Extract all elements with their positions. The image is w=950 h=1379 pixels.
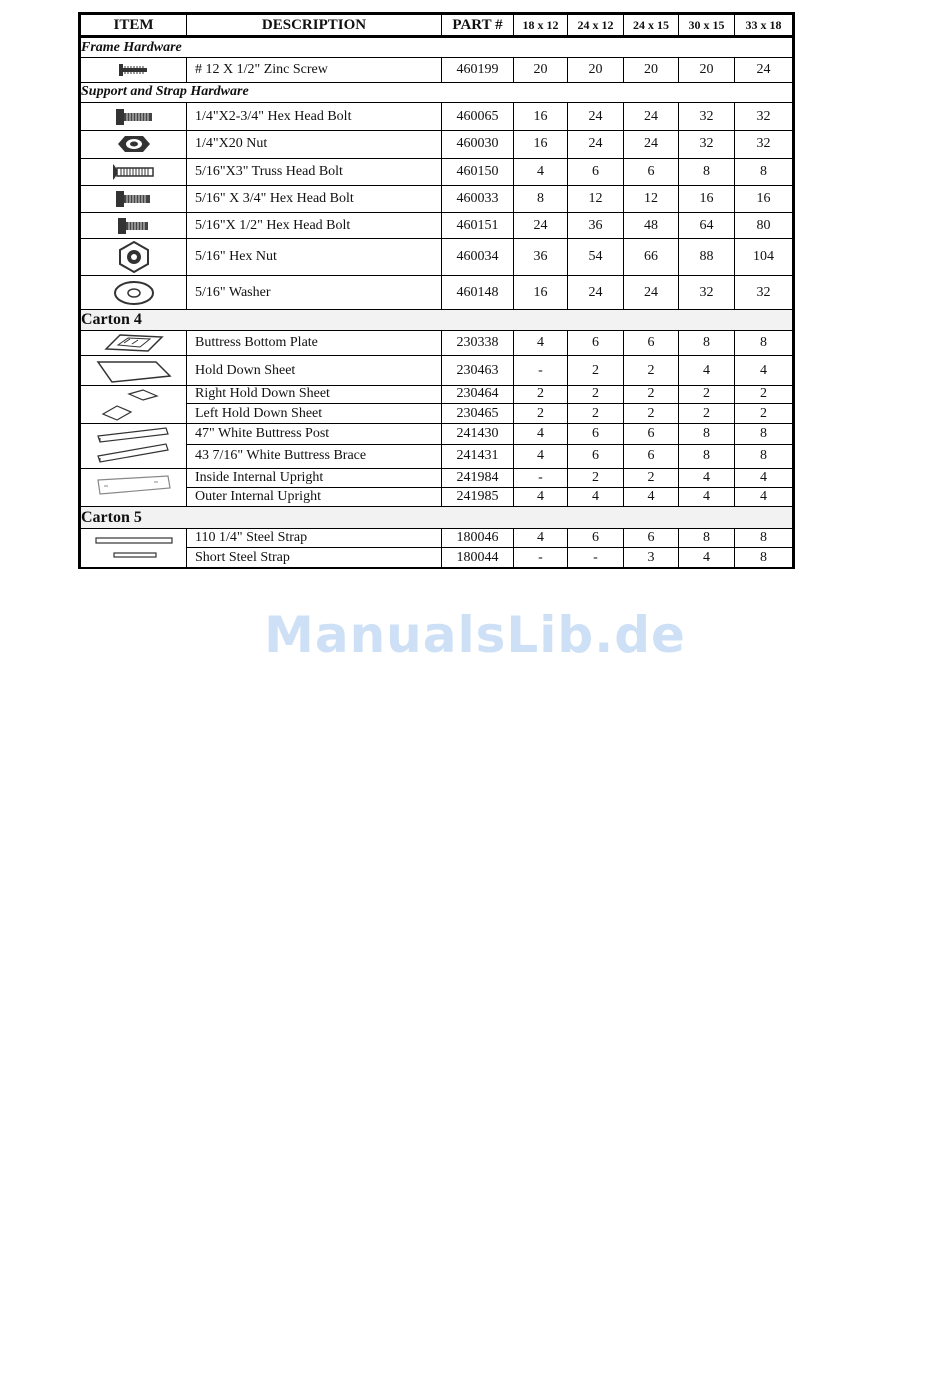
part-description: 5/16" X 3/4" Hex Head Bolt: [187, 186, 442, 213]
quantity-cell: -: [514, 356, 568, 385]
quantity-cell: 2: [568, 468, 624, 487]
part-description: 5/16"X 1/2" Hex Head Bolt: [187, 213, 442, 238]
part-number: 241985: [442, 488, 514, 507]
quantity-cell: 8: [735, 528, 794, 547]
quantity-cell: 16: [514, 276, 568, 309]
table-row: [80, 58, 794, 82]
quantity-cell: 104: [735, 238, 794, 276]
quantity-cell: 64: [679, 213, 735, 238]
quantity-cell: 6: [568, 444, 624, 468]
part-description: Short Steel Strap: [187, 548, 442, 568]
quantity-cell: 4: [568, 488, 624, 507]
quantity-cell: 3: [624, 548, 679, 568]
quantity-cell: 2: [679, 404, 735, 424]
quantity-cell: 6: [568, 528, 624, 547]
quantity-cell: 8: [514, 186, 568, 213]
quantity-cell: 24: [624, 131, 679, 158]
quantity-cell: 80: [735, 213, 794, 238]
quantity-cell: 4: [679, 356, 735, 385]
part-description: 1/4"X20 Nut: [187, 131, 442, 158]
screw-icon: [80, 58, 187, 82]
quantity-cell: 4: [514, 528, 568, 547]
quantity-cell: 8: [679, 528, 735, 547]
quantity-cell: 8: [735, 158, 794, 185]
quantity-cell: 4: [514, 444, 568, 468]
quantity-cell: 2: [624, 356, 679, 385]
part-description: Inside Internal Upright: [187, 468, 442, 487]
parts-table: [78, 12, 795, 569]
table-row: [80, 158, 794, 185]
nut-icon: [80, 131, 187, 158]
quantity-cell: 66: [624, 238, 679, 276]
quantity-cell: 6: [568, 331, 624, 356]
table-row: [80, 186, 794, 213]
header-size: 33 x 18: [735, 14, 794, 37]
quantity-cell: 32: [679, 276, 735, 309]
quantity-cell: -: [514, 548, 568, 568]
quantity-cell: 6: [624, 331, 679, 356]
quantity-cell: 20: [679, 58, 735, 82]
quantity-cell: 24: [568, 102, 624, 130]
part-description: 5/16" Hex Nut: [187, 238, 442, 276]
hex-bolt-icon: [80, 102, 187, 130]
header-row: [80, 14, 794, 37]
quantity-cell: 36: [514, 238, 568, 276]
quantity-cell: 6: [568, 424, 624, 444]
quantity-cell: 6: [624, 158, 679, 185]
table-row: [80, 213, 794, 238]
table-row: [80, 444, 794, 468]
table-row: [80, 131, 794, 158]
part-number: 180044: [442, 548, 514, 568]
part-description: 47" White Buttress Post: [187, 424, 442, 444]
internal-upright-icon: [80, 468, 187, 507]
quantity-cell: 8: [679, 158, 735, 185]
quantity-cell: 16: [679, 186, 735, 213]
part-number: 241984: [442, 468, 514, 487]
part-description: Hold Down Sheet: [187, 356, 442, 385]
header-size: 24 x 15: [624, 14, 679, 37]
quantity-cell: 32: [679, 102, 735, 130]
part-number: 460150: [442, 158, 514, 185]
watermark: ManualsLib.de: [264, 606, 686, 664]
quantity-cell: 16: [735, 186, 794, 213]
quantity-cell: 24: [624, 276, 679, 309]
table-row: [80, 548, 794, 568]
quantity-cell: 2: [568, 404, 624, 424]
quantity-cell: 2: [679, 385, 735, 403]
quantity-cell: 2: [735, 385, 794, 403]
quantity-cell: 8: [735, 548, 794, 568]
quantity-cell: 24: [568, 131, 624, 158]
header-part: PART #: [442, 14, 514, 37]
part-description: 1/4"X2-3/4" Hex Head Bolt: [187, 102, 442, 130]
part-number: 460199: [442, 58, 514, 82]
quantity-cell: 20: [514, 58, 568, 82]
part-description: 110 1/4" Steel Strap: [187, 528, 442, 547]
hold-down-sheets-icon: [80, 385, 187, 424]
section-row: [80, 309, 794, 330]
quantity-cell: 4: [735, 356, 794, 385]
section-row: [80, 82, 794, 102]
part-number: 180046: [442, 528, 514, 547]
section-title: Support and Strap Hardware: [80, 82, 794, 102]
section-title: Frame Hardware: [80, 37, 794, 58]
quantity-cell: 2: [735, 404, 794, 424]
quantity-cell: 12: [568, 186, 624, 213]
table-row: [80, 424, 794, 444]
quantity-cell: 32: [735, 102, 794, 130]
quantity-cell: 32: [735, 276, 794, 309]
table-row: [80, 331, 794, 356]
section-title: Carton 4: [80, 309, 794, 330]
hex-nut-icon: [80, 238, 187, 276]
table-row: [80, 488, 794, 507]
quantity-cell: 20: [568, 58, 624, 82]
quantity-cell: 88: [679, 238, 735, 276]
quantity-cell: 4: [679, 488, 735, 507]
quantity-cell: 8: [679, 444, 735, 468]
quantity-cell: 12: [624, 186, 679, 213]
part-description: 5/16" Washer: [187, 276, 442, 309]
quantity-cell: 6: [624, 528, 679, 547]
quantity-cell: 4: [514, 331, 568, 356]
table-row: [80, 468, 794, 487]
part-number: 460148: [442, 276, 514, 309]
quantity-cell: 8: [735, 444, 794, 468]
quantity-cell: 24: [624, 102, 679, 130]
quantity-cell: 8: [735, 424, 794, 444]
quantity-cell: 8: [679, 424, 735, 444]
quantity-cell: 2: [624, 385, 679, 403]
part-number: 230465: [442, 404, 514, 424]
part-number: 241431: [442, 444, 514, 468]
part-number: 230338: [442, 331, 514, 356]
table-row: [80, 356, 794, 385]
part-number: 230463: [442, 356, 514, 385]
quantity-cell: 2: [624, 404, 679, 424]
table-row: [80, 102, 794, 130]
part-number: 241430: [442, 424, 514, 444]
washer-icon: [80, 276, 187, 309]
section-row: [80, 37, 794, 58]
quantity-cell: 24: [568, 276, 624, 309]
section-title: Carton 5: [80, 507, 794, 528]
part-number: 460065: [442, 102, 514, 130]
table-row: [80, 528, 794, 547]
table-row: [80, 404, 794, 424]
header-size: 24 x 12: [568, 14, 624, 37]
section-row: [80, 507, 794, 528]
quantity-cell: 24: [514, 213, 568, 238]
part-description: Buttress Bottom Plate: [187, 331, 442, 356]
table-row: [80, 238, 794, 276]
buttress-post-icon: [80, 424, 187, 469]
short-bolt-icon: [80, 213, 187, 238]
part-number: 460030: [442, 131, 514, 158]
header-size: 30 x 15: [679, 14, 735, 37]
quantity-cell: -: [514, 468, 568, 487]
truss-bolt-icon: [80, 158, 187, 185]
part-number: 230464: [442, 385, 514, 403]
quantity-cell: 4: [514, 488, 568, 507]
quantity-cell: 2: [514, 385, 568, 403]
hex-bolt-icon: [80, 186, 187, 213]
header-description: DESCRIPTION: [187, 14, 442, 37]
quantity-cell: 4: [624, 488, 679, 507]
quantity-cell: 2: [624, 468, 679, 487]
table-row: [80, 385, 794, 403]
part-number: 460034: [442, 238, 514, 276]
quantity-cell: 54: [568, 238, 624, 276]
quantity-cell: 32: [735, 131, 794, 158]
hold-down-sheet-icon: [80, 356, 187, 385]
part-description: 5/16"X3" Truss Head Bolt: [187, 158, 442, 185]
part-description: Left Hold Down Sheet: [187, 404, 442, 424]
quantity-cell: 20: [624, 58, 679, 82]
quantity-cell: 2: [568, 356, 624, 385]
header-size: 18 x 12: [514, 14, 568, 37]
table-row: [80, 276, 794, 309]
quantity-cell: 4: [679, 548, 735, 568]
part-description: 43 7/16" White Buttress Brace: [187, 444, 442, 468]
quantity-cell: 4: [514, 158, 568, 185]
quantity-cell: 4: [735, 468, 794, 487]
quantity-cell: 36: [568, 213, 624, 238]
quantity-cell: 2: [514, 404, 568, 424]
part-description: Outer Internal Upright: [187, 488, 442, 507]
part-number: 460033: [442, 186, 514, 213]
quantity-cell: 8: [735, 331, 794, 356]
steel-strap-icon: [80, 528, 187, 568]
quantity-cell: 6: [624, 424, 679, 444]
part-number: 460151: [442, 213, 514, 238]
quantity-cell: 32: [679, 131, 735, 158]
quantity-cell: 6: [568, 158, 624, 185]
bottom-plate-icon: [80, 331, 187, 356]
quantity-cell: 4: [514, 424, 568, 444]
quantity-cell: 2: [568, 385, 624, 403]
quantity-cell: 16: [514, 102, 568, 130]
quantity-cell: 6: [624, 444, 679, 468]
quantity-cell: 4: [735, 488, 794, 507]
header-item: ITEM: [80, 14, 187, 37]
quantity-cell: 24: [735, 58, 794, 82]
quantity-cell: 4: [679, 468, 735, 487]
quantity-cell: -: [568, 548, 624, 568]
quantity-cell: 16: [514, 131, 568, 158]
part-description: # 12 X 1/2" Zinc Screw: [187, 58, 442, 82]
part-description: Right Hold Down Sheet: [187, 385, 442, 403]
quantity-cell: 8: [679, 331, 735, 356]
quantity-cell: 48: [624, 213, 679, 238]
